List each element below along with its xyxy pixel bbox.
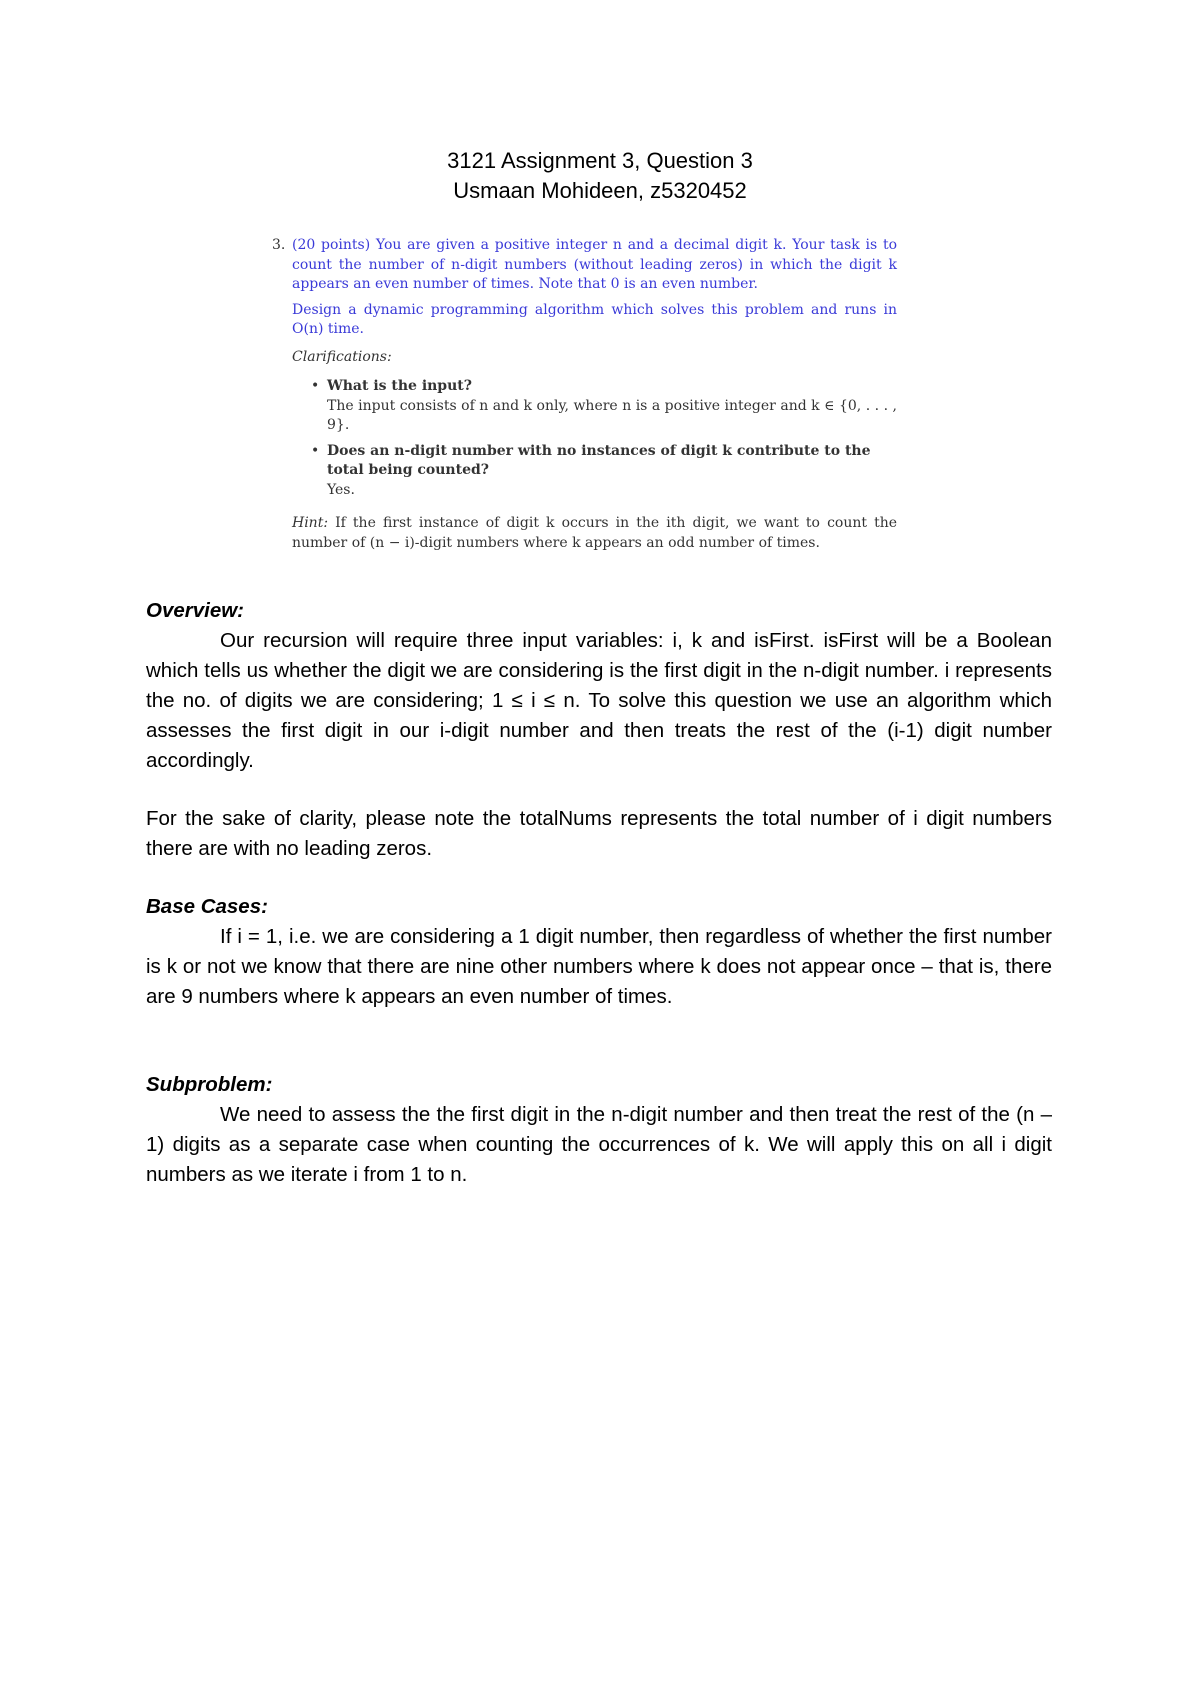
clarification-heading: What is the input? [327,378,472,394]
hint [292,514,897,553]
clarifications-list [292,377,897,500]
question-intro [272,236,897,295]
base-cases-paragraph: If i = 1, i.e. we are considering a 1 digit number, then regardless of whether the first number is k or not we know that there are nine other numbers where k does not appear once – that is, there are 9 numbers where k appears an even number of times. [146,925,1052,1008]
list-item [311,442,897,501]
spacer [146,1012,1052,1070]
clarification-answer: The input consists of n and k only, where n is a positive integer and k ∈ {0, . . . , 9}. [327,397,897,433]
hint-label: Hint: [292,515,329,531]
title-block [0,146,1200,206]
hint-text: If the first instance of digit k occurs in the ith digit, we want to count the number of (n − i)-digit numbers where k appears an odd number of times. [292,515,898,551]
overview-heading: Overview: [146,599,244,622]
question-design: Design a dynamic programming algorithm which solves this problem and runs in O(n) time. [292,301,897,337]
spacer [146,864,1052,892]
author-line: Usmaan Mohideen, z5320452 [453,178,747,203]
clarification-heading: Does an n-digit number with no instances of digit k contribute to the total being counted? [327,442,871,478]
clarifications-label: Clarifications: [292,348,392,365]
subproblem-heading: Subproblem: [146,1073,273,1096]
bullet-icon: • [311,442,320,459]
overview-paragraph: Our recursion will require three input variables: i, k and isFirst. isFirst will be a Boolean which tells us whether the digit we are considering is the first digit in the n-digit number. i represents the no. of digits we are considering; 1 ≤ i ≤ n. To solve this question we use an algorithm which assesses the first digit in our i-digit number and then treats the rest of the (i-1) digit number accordingly. [146,629,1052,772]
list-item [311,377,897,436]
clarification-answer: Yes. [327,481,355,498]
answer-body [146,596,1052,1190]
bullet-icon: • [311,378,320,394]
clarity-paragraph: For the sake of clarity, please note the totalNums represents the total number of i digit numbers there are with no leading zeros. [146,807,1052,860]
question-image [272,236,898,553]
base-cases-heading: Base Cases: [146,895,268,918]
spacer [146,776,1052,804]
document-title: 3121 Assignment 3, Question 3 [447,148,753,173]
question-number: 3. [272,237,286,253]
subproblem-paragraph: We need to assess the the first digit in the n-digit number and then treat the rest of the (n – 1) digits as a separate case when counting the occurrences of k. We will apply this on all i digit numbers as we iterate i from 1 to n. [146,1103,1052,1186]
question-intro-text: (20 points) You are given a positive integer n and a decimal digit k. Your task is to count the number of n-digit numbers (without leading zeros) in which the digit k appears an even number of times. Note that 0 is an even number. [292,237,897,292]
